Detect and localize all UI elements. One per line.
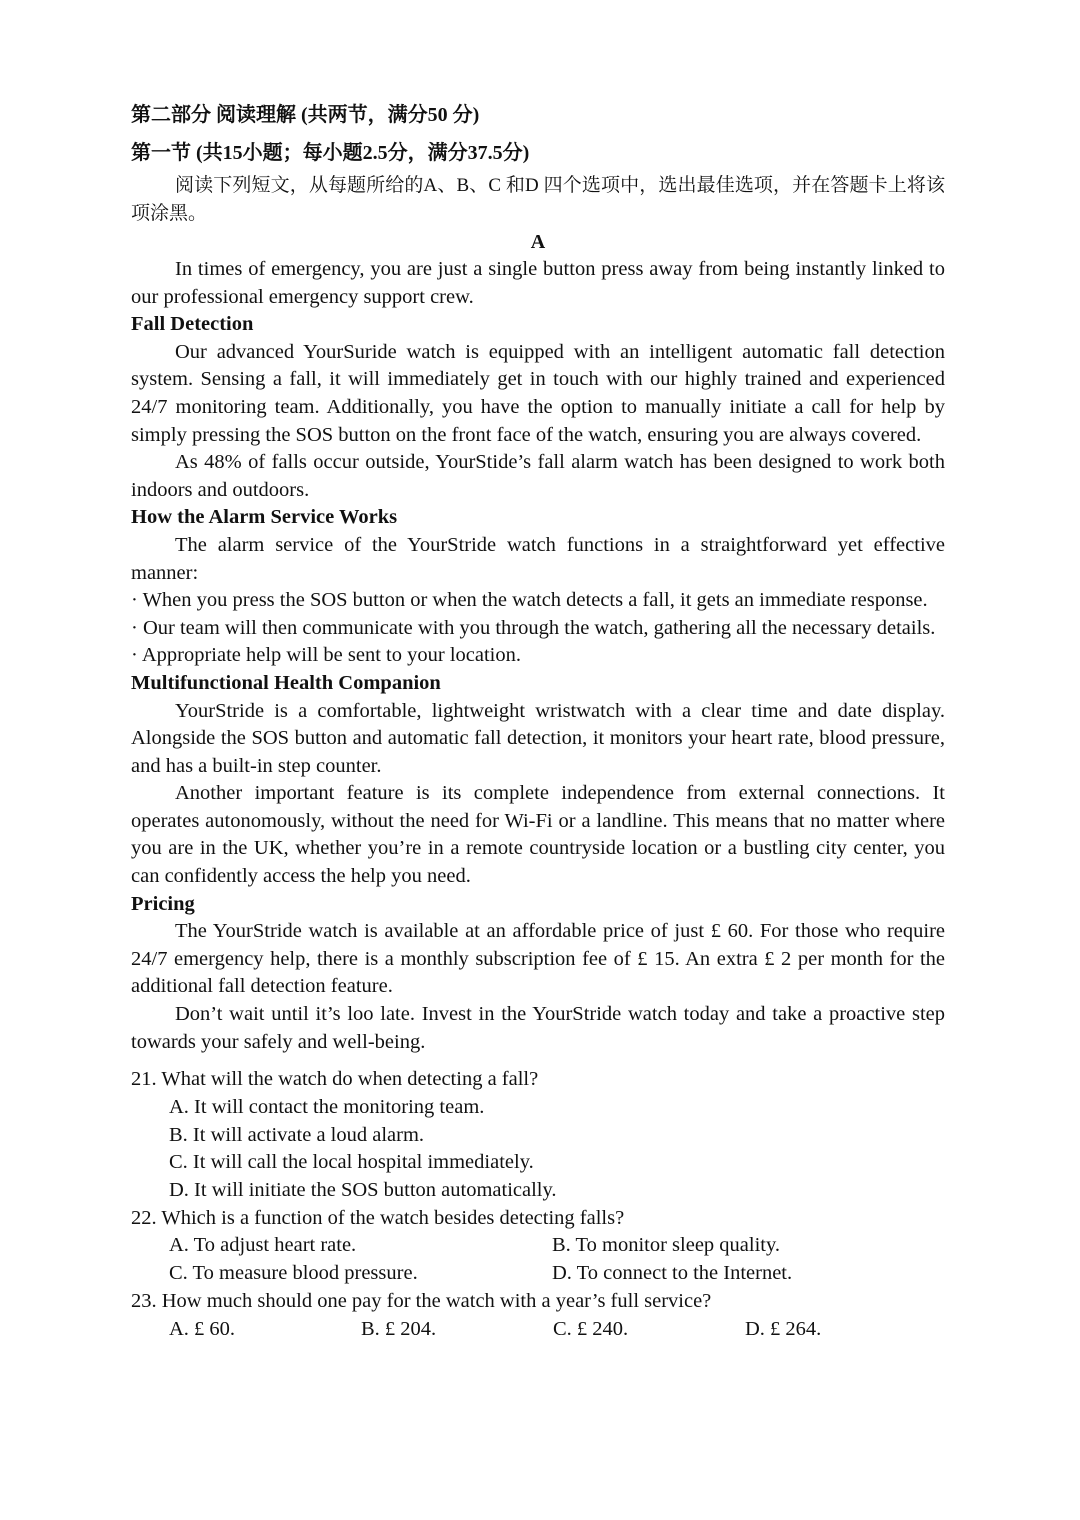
section-title: 第一节 (共15小题；每小题2.5分，满分37.5分)	[131, 142, 530, 164]
question-22-option-a: A. To adjust heart rate.	[169, 1234, 357, 1257]
heading-fall-detection: Fall Detection	[131, 313, 254, 336]
alarm-bullet: · Appropriate help will be sent to your location.	[131, 644, 521, 667]
question-22-stem: 22. Which is a function of the watch besides detecting falls?	[131, 1206, 625, 1229]
health-companion-p2: Another important feature is its complete independence from external connections. It operates autonomously, without the need for Wi-Fi or a landline. This means that no matter where you are in the UK, whether you’re in a remote countryside location or a bustling city center, you can confidently access the help you need.	[131, 782, 945, 888]
question-23-option-d: D. £ 264.	[745, 1317, 822, 1340]
passage-label: A	[530, 231, 546, 253]
instructions: 阅读下列短文，从每题所给的A、B、C 和D 四个选项中，选出最佳选项，并在答题卡上将该项涂黑。	[131, 175, 945, 224]
question-21-option-b: B. It will activate a loud alarm.	[169, 1123, 425, 1146]
question-22-options-row-1	[131, 1232, 945, 1260]
question-23-stem: 23. How much should one pay for the watch with a year’s full service?	[131, 1289, 712, 1312]
pricing-p1: The YourStride watch is available at an affordable price of just £ 60. For those who require 24/7 emergency help, there is a monthly subscription fee of £ 15. An extra £ 2 per month for the additional fall detection feature.	[131, 920, 945, 998]
fall-detection-p2: As 48% of falls occur outside, YourStide’s fall alarm watch has been designed to work both indoors and outdoors.	[131, 451, 945, 501]
alarm-bullet: · When you press the SOS button or when the watch detects a fall, it gets an immediate response.	[131, 589, 928, 612]
exam-page	[131, 96, 945, 1343]
health-companion-p1: YourStride is a comfortable, lightweight wristwatch with a clear time and date display. Alongside the SOS button and automatic fall detection, it monitors your heart rate, blood pressure, and has a built-in step counter.	[131, 699, 945, 777]
question-21-option-d: D. It will initiate the SOS button automatically.	[169, 1179, 557, 1202]
fall-detection-p1: Our advanced YourSuride watch is equipped with an intelligent automatic fall detection system. Sensing a fall, it will immediately get in touch with our highly trained and experienced 24/7 monitoring team. Additionally, you have the option to manually initiate a call for help by simply pressing the SOS button on the front face of the watch, ensuring you are always covered.	[131, 340, 945, 446]
question-23-option-a: A. £ 60.	[169, 1317, 236, 1340]
question-23-option-c: C. £ 240.	[553, 1317, 629, 1340]
heading-pricing: Pricing	[131, 892, 195, 915]
heading-alarm-service: How the Alarm Service Works	[131, 506, 398, 529]
question-21-option-a: A. It will contact the monitoring team.	[169, 1095, 485, 1118]
question-22-option-d: D. To connect to the Internet.	[552, 1262, 793, 1285]
part-title: 第二部分 阅读理解 (共两节，满分50 分)	[131, 104, 480, 126]
alarm-bullet: · Our team will then communicate with you through the watch, gathering all the necessary details.	[131, 616, 936, 639]
heading-health-companion: Multifunctional Health Companion	[131, 671, 441, 694]
question-21-option-c: C. It will call the local hospital immediately.	[169, 1151, 534, 1174]
questions	[131, 1066, 945, 1343]
passage-intro: In times of emergency, you are just a single button press away from being instantly linked to our professional emergency support crew.	[131, 258, 945, 308]
question-22-option-b: B. To monitor sleep quality.	[552, 1234, 781, 1257]
question-23-options	[131, 1316, 945, 1344]
pricing-p2: Don’t wait until it’s loo late. Invest in the YourStride watch today and take a proactive step towards your safely and well-being.	[131, 1003, 945, 1053]
question-22-options-row-2	[131, 1260, 945, 1288]
question-21-stem: 21. What will the watch do when detecting a fall?	[131, 1068, 539, 1091]
question-22-option-c: C. To measure blood pressure.	[169, 1262, 418, 1285]
question-23-option-b: B. £ 204.	[361, 1317, 437, 1340]
alarm-service-p1: The alarm service of the YourStride watch functions in a straightforward yet effective manner:	[131, 533, 945, 584]
